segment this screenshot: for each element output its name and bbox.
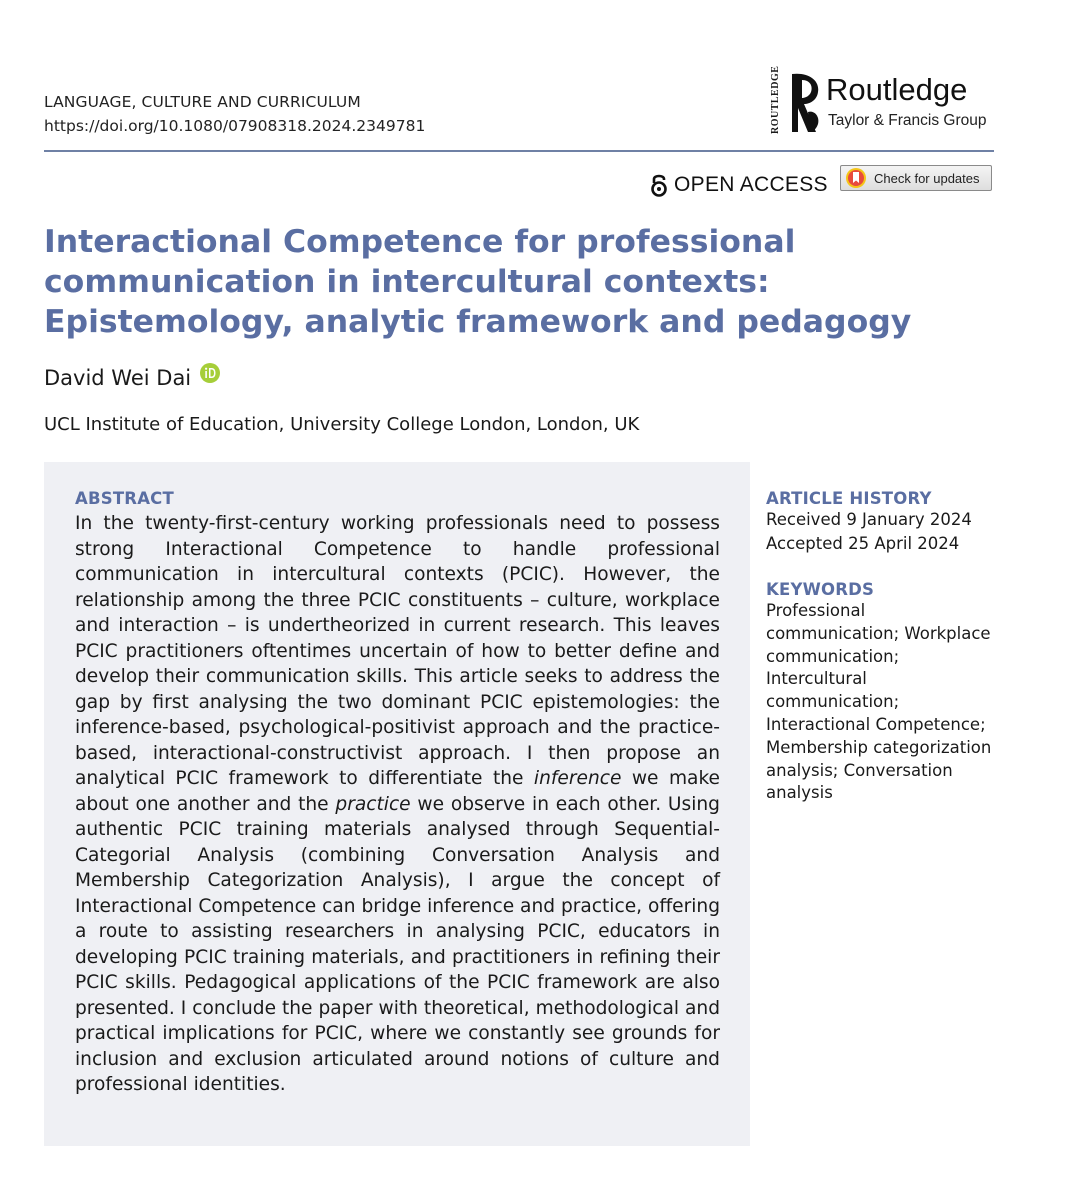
author-affiliation: UCL Institute of Education, University College London, London, UK xyxy=(44,414,640,435)
check-for-updates-label: Check for updates xyxy=(874,170,980,186)
journal-name: LANGUAGE, CULTURE AND CURRICULUM xyxy=(44,93,361,111)
publisher-name: Routledge xyxy=(826,72,968,107)
abstract-text-part-2: we make about one another and the xyxy=(75,768,720,815)
abstract-box xyxy=(44,462,750,1146)
keywords-list: Professional communication; Workplace communication; Intercultural communication; Interactional Competence; Membership categorization analysis; Conversation analysis xyxy=(766,601,992,803)
author-row xyxy=(44,364,220,392)
abstract-text-part-1: In the twenty-first-century working professionals need to possess strong Interactional Competence to handle professional communication in intercultural contexts (PCIC). However, the relationship among the three PCIC constituents – culture, workplace and interaction – is undertheorized in current research. This leaves PCIC practitioners oftentimes uncertain of how to better define and develop their communication skills. This article seeks to address the gap by first analysing the two dominant PCIC epistemologies: the inference-based, psychological-positivist approach and the practice-based, interactional-constructivist approach. I then propose an analytical PCIC framework to differentiate the xyxy=(75,513,720,789)
publisher-logo xyxy=(770,65,1010,138)
abstract-text-part-3: we observe in each other. Using authentic PCIC training materials analysed through Sequential-Categorial Analysis (combining Conversation Analysis and Membership Categorization Analysis), I argue the concept of Interactional Competence can bridge inference and practice, offering a route to assisting researchers in analysing PCIC, educators in developing PCIC training materials, and practitioners in refining their PCIC skills. Pedagogical applications of the PCIC framework are also presented. I conclude the paper with theoretical, methodological and practical implications for PCIC, where we constantly see grounds for inclusion and exclusion articulated around notions of culture and professional identities. xyxy=(75,793,720,1095)
article-history-heading: ARTICLE HISTORY xyxy=(766,489,932,508)
article-title: Interactional Competence for professional communication in intercultural contexts: Epistemology, analytic framework and pedagogy xyxy=(44,224,912,340)
received-date: Received 9 January 2024 xyxy=(766,510,972,529)
orcid-icon[interactable] xyxy=(200,363,220,383)
publisher-group: Taylor & Francis Group xyxy=(828,112,987,129)
abstract-text xyxy=(75,511,720,1098)
open-access-badge xyxy=(650,172,828,198)
check-for-updates-button[interactable] xyxy=(840,165,992,191)
routledge-logo-icon xyxy=(786,70,826,136)
abstract-emphasis-practice: practice xyxy=(335,793,411,815)
doi-link[interactable]: https://doi.org/10.1080/07908318.2024.2349781 xyxy=(44,117,426,135)
open-access-label: OPEN ACCESS xyxy=(674,173,828,196)
author-name[interactable]: David Wei Dai xyxy=(44,366,192,390)
check-for-updates-icon xyxy=(845,167,867,189)
abstract-emphasis-inference: inference xyxy=(533,768,622,789)
publisher-vertical-text: ROUTLEDGE xyxy=(770,65,781,134)
header-divider xyxy=(44,150,994,152)
accepted-date: Accepted 25 April 2024 xyxy=(766,534,960,553)
open-access-lock-icon xyxy=(650,172,668,198)
abstract-heading: ABSTRACT xyxy=(75,489,174,508)
keywords-heading: KEYWORDS xyxy=(766,580,875,599)
